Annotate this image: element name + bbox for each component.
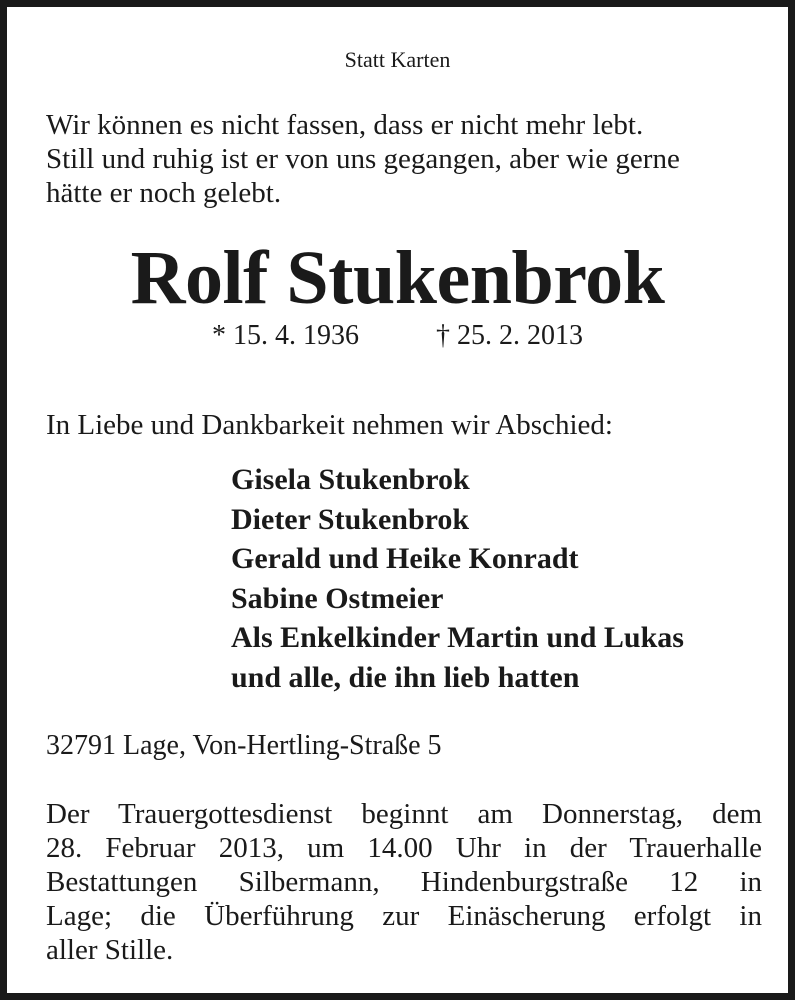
- mourner-name: Als Enkelkinder Martin und Lukas: [231, 621, 684, 654]
- mourner-name: und alle, die ihn lieb hatten: [231, 660, 580, 694]
- death-date: † 25. 2. 2013: [436, 320, 583, 351]
- service-info: [46, 797, 762, 967]
- service-line: Der Trauergottesdienst beginnt am Donnerstag, dem: [46, 798, 762, 830]
- intro-line: hätte er noch gelebt.: [46, 177, 282, 209]
- birth-date: * 15. 4. 1936: [212, 320, 359, 351]
- intro-line: Still und ruhig ist er von uns gegangen, aber wie gerne: [46, 143, 680, 175]
- service-line: aller Stille.: [46, 934, 174, 966]
- service-line: 28. Februar 2013, um 14.00 Uhr in der Trauerhalle: [46, 832, 762, 864]
- intro-line: Wir können es nicht fassen, dass er nicht mehr lebt.: [46, 109, 644, 141]
- mourner-name: Dieter Stukenbrok: [231, 502, 470, 536]
- farewell-text: In Liebe und Dankbarkeit nehmen wir Abschied:: [46, 409, 613, 441]
- mourner-name: Sabine Ostmeier: [231, 581, 444, 615]
- service-line: Lage; die Überführung zur Einäscherung erfolgt in: [46, 900, 762, 932]
- intro-text: [46, 108, 762, 210]
- mourner-name: Gisela Stukenbrok: [231, 463, 470, 496]
- mourners-list: [231, 460, 684, 697]
- deceased-name: Rolf Stukenbrok: [130, 236, 665, 320]
- family-address: 32791 Lage, Von-Hertling-Straße 5: [46, 730, 442, 761]
- header-text: Statt Karten: [344, 47, 451, 72]
- service-line: Bestattungen Silbermann, Hindenburgstraße 12 in: [46, 866, 762, 898]
- life-dates: [7, 320, 788, 352]
- mourner-name: Gerald und Heike Konradt: [231, 542, 579, 575]
